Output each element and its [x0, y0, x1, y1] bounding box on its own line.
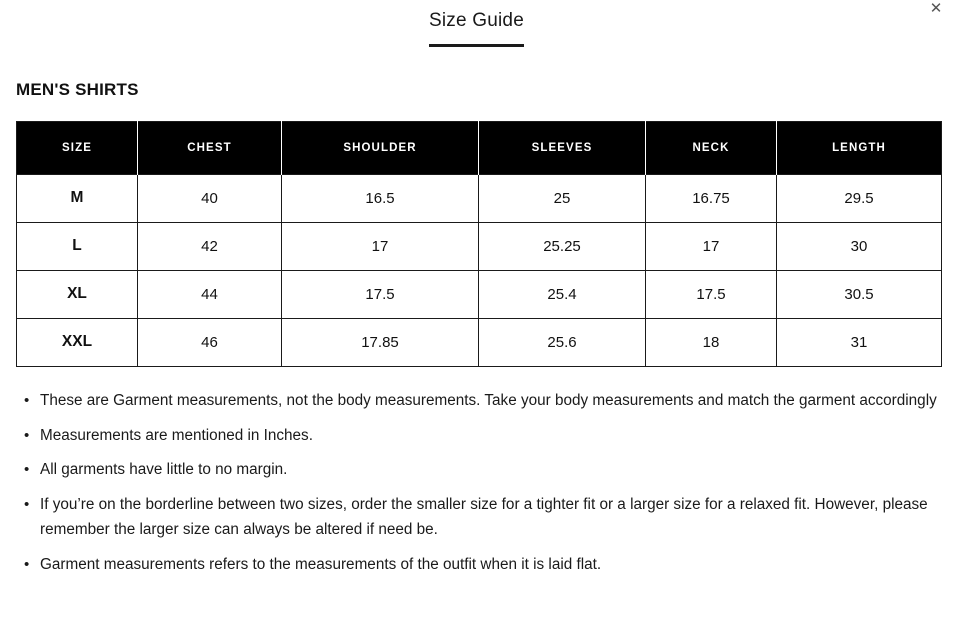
cell-sleeves: 25 [479, 174, 646, 222]
list-item [16, 553, 937, 578]
cell-neck: 16.75 [646, 174, 777, 222]
size-table [16, 121, 942, 367]
cell-sleeves: 25.6 [479, 318, 646, 366]
cell-size: XXL [17, 318, 138, 366]
cell-chest: 46 [138, 318, 282, 366]
cell-shoulder: 16.5 [282, 174, 479, 222]
table-row [17, 222, 942, 270]
note-text: Garment measurements refers to the measurements of the outfit when it is laid flat. [40, 555, 602, 573]
list-item [16, 493, 937, 543]
notes-list [16, 389, 937, 578]
column-header-sleeves: SLEEVES [479, 121, 646, 174]
table-row [17, 318, 942, 366]
cell-size: L [17, 222, 138, 270]
column-header-chest: CHEST [138, 121, 282, 174]
cell-chest: 42 [138, 222, 282, 270]
size-table-wrap [16, 121, 937, 367]
list-item [16, 389, 937, 414]
column-header-length: LENGTH [777, 121, 942, 174]
section-heading: MEN'S SHIRTS [16, 79, 139, 99]
table-row [17, 270, 942, 318]
cell-chest: 40 [138, 174, 282, 222]
bullet-icon: • [24, 461, 30, 479]
page-title: Size Guide [429, 11, 524, 47]
cell-length: 30 [777, 222, 942, 270]
cell-neck: 17 [646, 222, 777, 270]
bullet-icon: • [24, 496, 30, 514]
note-text: These are Garment measurements, not the body measurements. Take your body measurements and match the garment accordingly [40, 391, 937, 409]
cell-length: 30.5 [777, 270, 942, 318]
close-icon[interactable]: ✕ [929, 0, 943, 17]
bullet-icon: • [24, 426, 30, 444]
cell-length: 29.5 [777, 174, 942, 222]
bullet-icon: • [24, 391, 30, 409]
cell-sleeves: 25.25 [479, 222, 646, 270]
list-item [16, 424, 937, 449]
cell-shoulder: 17.85 [282, 318, 479, 366]
list-item [16, 458, 937, 483]
cell-shoulder: 17.5 [282, 270, 479, 318]
column-header-size: SIZE [17, 121, 138, 174]
cell-chest: 44 [138, 270, 282, 318]
cell-neck: 18 [646, 318, 777, 366]
table-row [17, 174, 942, 222]
table-header-row [17, 121, 942, 174]
page-title-wrap [0, 0, 953, 47]
note-text: If you’re on the borderline between two sizes, order the smaller size for a tighter fit or a larger size for a relaxed fit. However, please remember the larger size can always be altered if need be. [40, 496, 928, 538]
note-text: Measurements are mentioned in Inches. [40, 426, 313, 444]
column-header-neck: NECK [646, 121, 777, 174]
note-text: All garments have little to no margin. [40, 461, 288, 479]
cell-size: XL [17, 270, 138, 318]
cell-shoulder: 17 [282, 222, 479, 270]
cell-neck: 17.5 [646, 270, 777, 318]
column-header-shoulder: SHOULDER [282, 121, 479, 174]
bullet-icon: • [24, 555, 30, 573]
cell-length: 31 [777, 318, 942, 366]
cell-size: M [17, 174, 138, 222]
cell-sleeves: 25.4 [479, 270, 646, 318]
